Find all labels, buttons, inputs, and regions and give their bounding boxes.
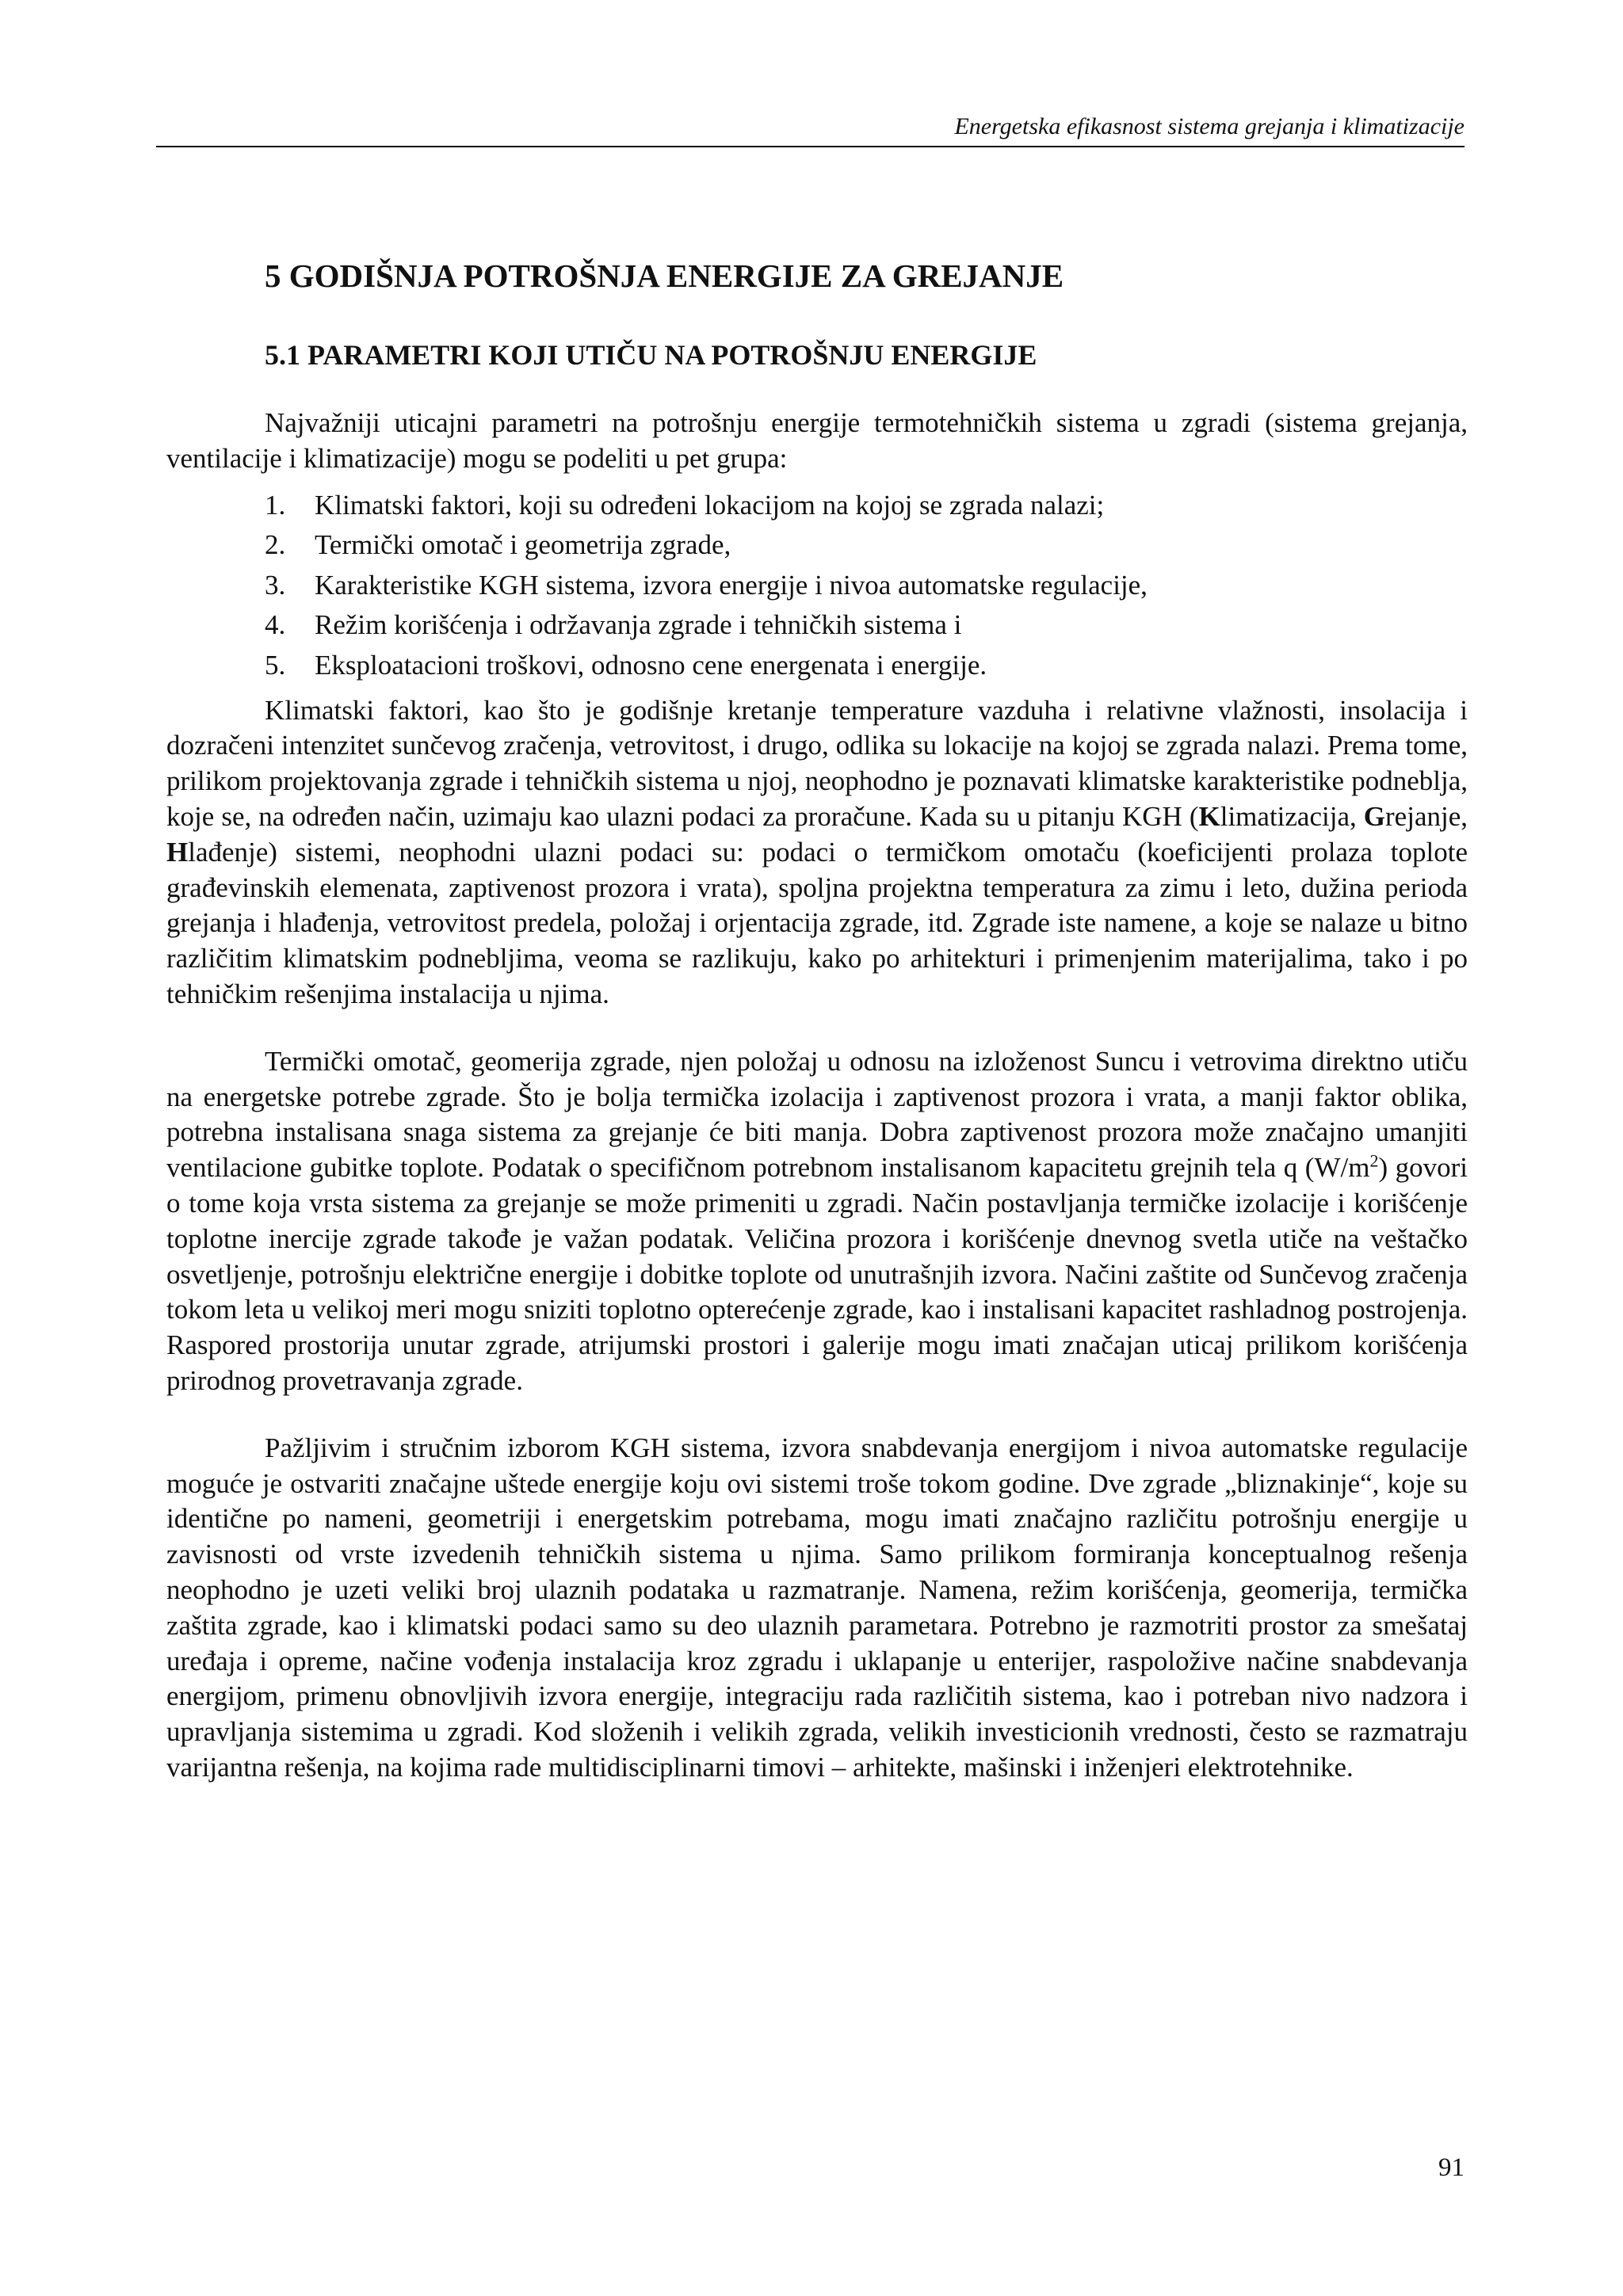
paragraph-text: sistemi, neophodni ulazni podaci su: podaci o termičkom omotaču (koeficijenti prolaza toplote građevinskih elemenata, zaptivenost prozora i vrata), spoljna projektna temperatura za zimu i leto, dužina perioda grejanja i hlađenja, vetrovitost predela, položaj i orjentacija zgrade, itd. Zgrade iste namene, a koje se nalaze u bitno različitim klimatskim podnebljima, veoma se razlikuju, kako po arhitekturi i primenjenim materijalima, tako i po tehničkim rešenjima instalacija u njima. — [166, 836, 1468, 1009]
list-item — [265, 491, 1468, 519]
list-item-text: Klimatski faktori, koji su određeni lokacijom na kojoj se zgrada nalazi; — [315, 489, 1105, 521]
section-title: 5.1 PARAMETRI KOJI UTIČU NA POTROŠNJU ENERGIJE — [265, 339, 1037, 371]
system-selection-paragraph: Pažljivim i stručnim izborom KGH sistema, izvora snabdevanja energijom i nivoa automatske regulacije moguće je ostvariti značajne uštede energije koju ovi sistemi troše tokom godine. Dve zgrade „bliznakinje“, koje su identične po nameni, geometriji i energetskim potrebama, mogu imati značajno različitu potrošnju energije u zavisnosti od vrste izvedenih tehničkih sistema u njima. Samo prilikom formiranja konceptualnog rešenja neophodno je uzeti veliki broj ulaznih podataka u razmatranje. Namena, režim korišćenja, geomerija, termička zaštita zgrade, kao i klimatski podaci samo su deo ulaznih parametara. Potrebno je razmotriti prostor za smešataj uređaja i opreme, načine vođenja instalacija kroz zgradu i uklapanje u enterijer, raspoložive načine snabdevanja energijom, primenu obnovljivih izvora energije, integraciju rada različitih sistema, kao i potreban nivo nadzora i upravljanja sistemima u zgradi. Kod složenih i velikih zgrada, velikih investicionih vrednosti, često se razmatraju varijantna rešenja, na kojima rade multidisciplinarni timovi – arhitekte, mašinski i inženjeri elektrotehnike. — [166, 1432, 1468, 1783]
list-item-text: Režim korišćenja i održavanja zgrade i tehničkih sistema i — [315, 609, 962, 641]
header-rule — [156, 146, 1465, 147]
list-item-number: 3. — [265, 569, 286, 601]
page-content — [166, 252, 1468, 1786]
paragraph-text: Klimatski faktori, kao što je godišnje kretanje temperature vazduha i relativne vlažnosti, insolacija i dozračeni intenzitet sunčevog zračenja, vetrovitost, i drugo, odlika su lokacije na kojoj se zgrada nalazi. Prema tome, prilikom projektovanja zgrade i tehničkih sistema u njoj, neophodno je poznavati klimatske karakteristike podneblja, koje se, na određen način, uzimaju kao ulazni podaci za proračune. Kada su u pitanju KGH ( — [166, 694, 1468, 832]
list-item-number: 1. — [265, 489, 286, 521]
paragraph-text: lađenje) — [188, 836, 277, 868]
superscript-exponent: 2 — [1369, 1150, 1379, 1171]
running-header: Energetska efikasnost sistema grejanja i klimatizacije — [954, 113, 1465, 139]
list-item — [265, 531, 1468, 559]
acronym-letter-k: K — [1198, 800, 1220, 832]
list-item-text: Eksploatacioni troškovi, odnosno cene energenata i energije. — [315, 649, 987, 681]
acronym-letter-h: H — [166, 836, 189, 868]
list-item-number: 4. — [265, 609, 286, 641]
chapter-title: 5 GODIŠNJA POTROŠNJA ENERGIJE ZA GREJANJE — [265, 257, 1064, 294]
list-item — [265, 651, 1468, 679]
paragraph-text: rejanje, — [1385, 800, 1468, 832]
list-item-text: Termički omotač i geometrija zgrade, — [315, 529, 731, 561]
list-item — [265, 571, 1468, 599]
paragraph-text: limatizacija, — [1220, 800, 1364, 832]
list-item — [265, 611, 1468, 639]
intro-paragraph: Najvažniji uticajni parametri na potrošnju energije termotehničkih sistema u zgradi (sistema grejanja, ventilacije i klimatizacije) mogu se podeliti u pet grupa: — [166, 407, 1468, 474]
list-item-text: Karakteristike KGH sistema, izvora energije i nivoa automatske regulacije, — [315, 569, 1148, 601]
list-item-number: 5. — [265, 649, 286, 681]
thermal-envelope-paragraph — [166, 1044, 1468, 1399]
climate-factors-paragraph — [166, 693, 1468, 1013]
paragraph-text: ) govori o tome koja vrsta sistema za grejanje se može primeniti u zgradi. Način postavljanja termičke izolacije i korišćenje toplotne inercije zgrade takođe je važan podatak. Veličina prozora i korišćenje dnevnog svetla utiče na veštačko osvetljenje, potrošnju električne energije i dobitke toplote od unutrašnjih izvora. Načini zaštite od Sunčevog zračenja tokom leta u velikoj meri mogu sniziti toplotno opterećenje zgrade, kao i instalisani kapacitet rashladnog postrojenja. Raspored prostorija unutar zgrade, atrijumski prostori i galerije mogu imati značajan uticaj prilikom korišćenja prirodnog provetravanja zgrade. — [166, 1152, 1468, 1396]
list-item-number: 2. — [265, 529, 286, 561]
paragraph-text: Termički omotač, geomerija zgrade, njen položaj u odnosu na izloženost Suncu i vetrovima direktno utiču na energetske potrebe zgrade. Što je bolja termička izolacija i zaptivenost prozora i vrata, a manji faktor oblika, potrebna instalisana snaga sistema za grejanje će biti manja. Dobra zaptivenost prozora može značajno umanjiti ventilacione gubitke toplote. Podatak o specifičnom potrebnom instalisanom kapacitetu grejnih tela q (W/m — [166, 1045, 1468, 1184]
acronym-letter-g: G — [1363, 800, 1386, 832]
parameter-group-list — [265, 491, 1468, 679]
page-number: 91 — [1438, 2153, 1465, 2182]
